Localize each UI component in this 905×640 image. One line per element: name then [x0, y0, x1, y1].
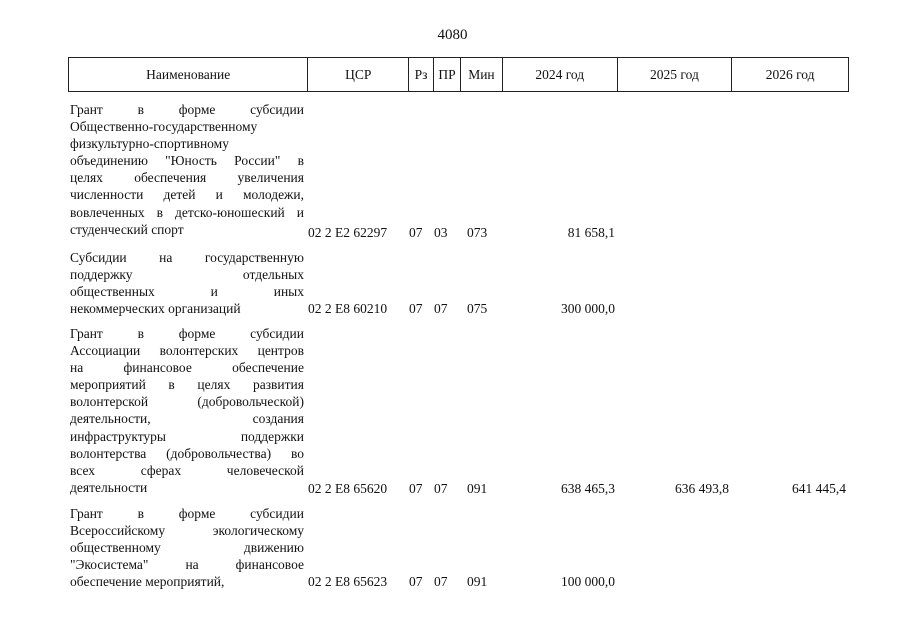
name-word: детей — [163, 187, 196, 203]
name-line: некоммерческих организаций — [70, 301, 241, 317]
name-word: на — [70, 360, 84, 376]
name-word: иных — [273, 284, 304, 300]
row-pr: 03 — [434, 225, 448, 240]
name-word: в — [297, 153, 304, 169]
row-name — [70, 249, 304, 317]
name-line — [70, 359, 304, 376]
name-word: всех — [70, 462, 96, 478]
name-line — [70, 169, 304, 186]
name-line: студенческий спорт — [70, 221, 184, 237]
name-line: физкультурно-спортивному — [70, 136, 229, 152]
name-word: обеспечение — [232, 360, 304, 376]
name-line: Общественно-государственному — [70, 119, 258, 135]
name-word: развития — [252, 377, 304, 393]
name-word: Грант — [70, 506, 103, 521]
name-line — [70, 522, 304, 539]
name-word: волонтерства — [70, 445, 147, 461]
name-line — [70, 266, 304, 283]
name-word: и — [296, 204, 304, 220]
name-word: в — [137, 326, 144, 341]
name-word: в — [137, 102, 144, 117]
name-word: (добровольчества) — [166, 445, 272, 461]
header-2025: 2025 год — [618, 58, 733, 91]
row-min: 091 — [467, 574, 488, 589]
row-2024: 100 000,0 — [561, 574, 615, 589]
name-word: молодежи, — [242, 187, 304, 203]
row-2024: 300 000,0 — [561, 301, 615, 316]
name-line — [70, 249, 304, 266]
name-line — [70, 556, 304, 573]
name-word: вовлеченных — [70, 204, 145, 220]
row-pr: 07 — [434, 481, 448, 496]
name-word: общественному — [70, 540, 161, 556]
name-line — [70, 342, 304, 359]
name-line — [70, 376, 304, 393]
name-word: мероприятий — [70, 377, 146, 393]
row-csr: 02 2 E8 65623 — [308, 574, 388, 589]
name-line — [70, 505, 304, 522]
row-2026: 641 445,4 — [792, 481, 846, 496]
name-word: отдельных — [242, 267, 304, 283]
table-header — [68, 57, 849, 92]
name-word: (добровольческой) — [197, 394, 304, 410]
name-word: увеличения — [237, 170, 304, 186]
name-word: субсидии — [250, 326, 304, 341]
name-line — [70, 445, 304, 462]
name-word: в — [137, 506, 144, 521]
name-word: субсидии — [250, 506, 304, 521]
page-number: 4080 — [437, 27, 468, 43]
name-word: создания — [252, 411, 304, 427]
name-word: поддержки — [240, 428, 304, 444]
row-rz: 07 — [409, 481, 423, 496]
name-word: экологическому — [212, 523, 304, 539]
name-word: во — [290, 445, 304, 461]
name-word: деятельности, — [70, 411, 151, 427]
name-word: государственную — [204, 250, 304, 265]
name-line — [70, 410, 304, 427]
row-2024: 81 658,1 — [567, 225, 615, 240]
name-word: центров — [257, 343, 304, 359]
name-word: целях — [197, 377, 231, 393]
name-word: объединению — [70, 153, 148, 169]
name-word: волонтерских — [159, 343, 239, 359]
name-line — [70, 462, 304, 479]
header-2024: 2024 год — [503, 58, 618, 91]
row-name — [70, 325, 304, 496]
row-csr: 02 2 E2 62297 — [308, 225, 388, 240]
header-pr: ПР — [434, 58, 461, 91]
name-word: "Юность — [165, 153, 217, 169]
row-min: 091 — [467, 481, 488, 496]
name-word: численности — [70, 187, 144, 203]
name-word: инфраструктуры — [70, 428, 166, 444]
name-word: и — [215, 187, 223, 203]
name-word: Субсидии — [70, 250, 127, 265]
name-word: Всероссийскому — [70, 523, 166, 539]
name-line — [70, 325, 304, 342]
name-word: "Экосистема" — [70, 557, 149, 573]
name-line: деятельности — [70, 479, 148, 495]
name-word: России" — [234, 153, 281, 169]
name-word: волонтерской — [70, 394, 149, 410]
name-word: и — [210, 284, 218, 300]
name-word: движению — [243, 540, 304, 556]
name-word: субсидии — [250, 102, 304, 117]
row-rz: 07 — [409, 301, 423, 316]
header-csr: ЦСР — [308, 58, 409, 91]
name-word: Ассоциации — [70, 343, 141, 359]
name-word: Грант — [70, 326, 103, 341]
name-line — [70, 539, 304, 556]
row-csr: 02 2 E8 60210 — [308, 301, 388, 316]
row-pr: 07 — [434, 301, 448, 316]
name-word: форме — [178, 102, 216, 117]
name-word: в — [168, 377, 175, 393]
name-word: форме — [178, 326, 216, 341]
header-min: Мин — [461, 58, 503, 91]
header-2026: 2026 год — [765, 66, 815, 82]
row-name — [70, 505, 304, 590]
row-min: 073 — [467, 225, 488, 240]
row-rz: 07 — [409, 225, 423, 240]
name-word: Грант — [70, 102, 103, 117]
name-word: целях — [70, 170, 103, 186]
name-line — [70, 186, 304, 203]
name-line — [70, 152, 304, 169]
name-word: поддержку — [70, 267, 133, 283]
name-word: обеспечения — [134, 170, 207, 186]
name-line — [70, 101, 304, 118]
row-2025: 636 493,8 — [675, 481, 729, 496]
header-name: Наименование — [69, 58, 308, 91]
name-word: на — [159, 250, 173, 265]
name-word: сферах — [140, 462, 182, 478]
name-word: финансовое — [123, 360, 192, 376]
name-word: в — [156, 204, 163, 220]
row-2024: 638 465,3 — [561, 481, 615, 496]
name-line — [70, 428, 304, 445]
row-csr: 02 2 E8 65620 — [308, 481, 388, 496]
row-rz: 07 — [409, 574, 423, 589]
name-line — [70, 204, 304, 221]
header-rz: Рз — [409, 58, 434, 91]
name-word: детско-юношеский — [174, 204, 285, 220]
name-word: финансовое — [235, 557, 304, 573]
name-word: человеческой — [226, 462, 304, 478]
row-min: 075 — [467, 301, 488, 316]
name-word: общественных — [70, 284, 155, 300]
name-line: обеспечение мероприятий, — [70, 574, 225, 590]
row-name — [70, 101, 304, 238]
name-line — [70, 283, 304, 300]
name-word: на — [185, 557, 199, 573]
name-word: форме — [178, 506, 216, 521]
name-line — [70, 393, 304, 410]
row-pr: 07 — [434, 574, 448, 589]
